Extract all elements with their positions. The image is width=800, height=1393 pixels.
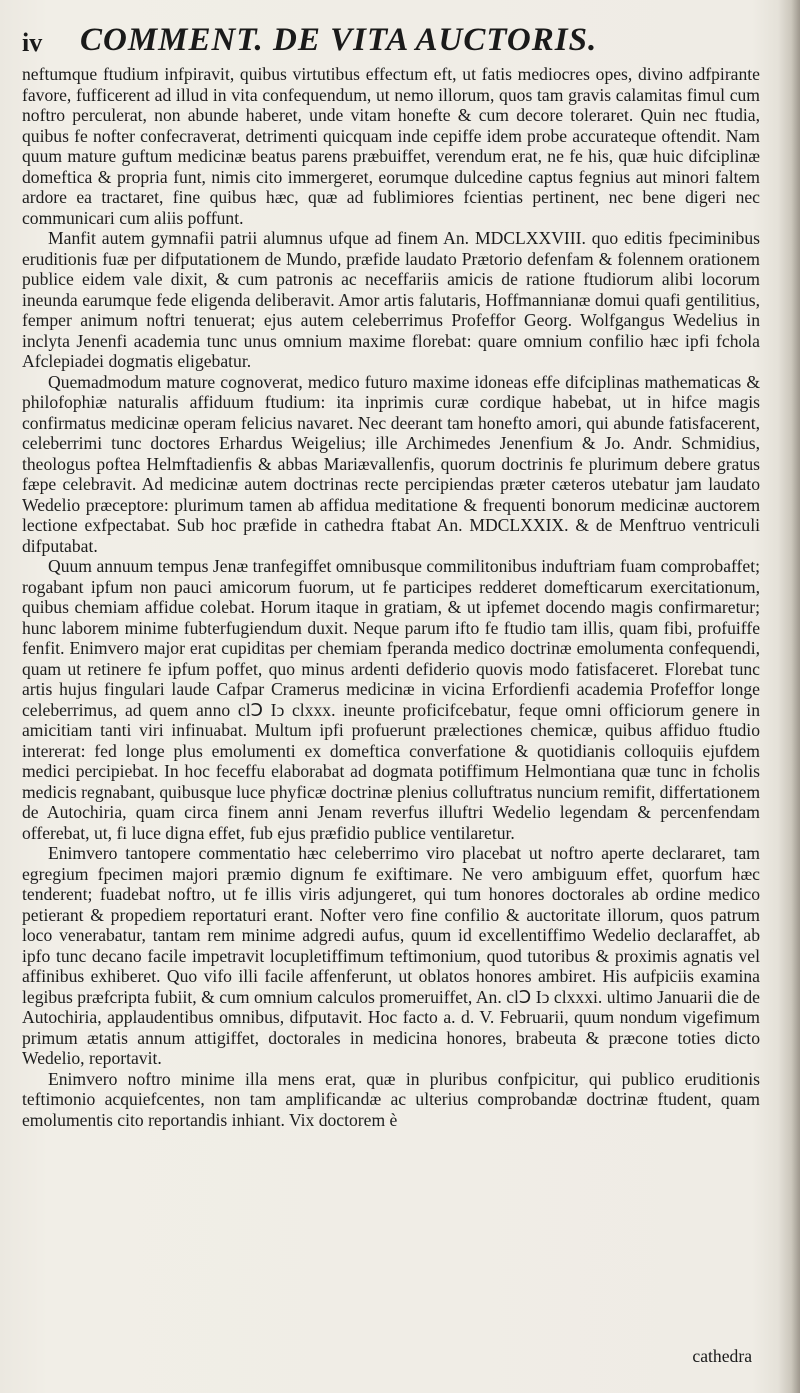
body-text [22, 64, 760, 1130]
page-number: iv [22, 28, 43, 57]
running-title: COMMENT. DE VITA AUCTORIS. [80, 22, 598, 58]
page-edge-shadow [778, 0, 800, 1393]
paragraph: Manfit autem gymnafii patrii alumnus ufque ad finem An. MDCLXXVIII. quo editis fpeciminibus eruditionis fuæ per difputationem de Mundo, præfide laudato Prætorio defenfam & folennem orationem publice eidem vale dixit, & cum patronis ac neceffariis amicis de ratione ftudiorum alibi locorum ineunda earumque fede eligenda deliberavit. Amor artis falutaris, Hoffmannianæ domui quafi gentilitius, femper animum noftri tenuerat; ejus autem celeberrimus Profeffor Georg. Wolfgangus Wedelius in inclyta Jenenfi academia tunc unus omnium maxime florebat: quare omnium confilio hæc ipfi fchola Afclepiadei dogmatis eligebatur. [22, 228, 760, 371]
paragraph: Enimvero noftro minime illa mens erat, quæ in pluribus confpicitur, qui publico eruditionis teftimonio acquiefcentes, non tam amplificandæ ac ulterius comprobandæ doctrinæ ftudent, quam emolumentis cito reportandis inhiant. Vix doctorem è [22, 1068, 760, 1130]
page-header [22, 20, 762, 64]
catchword: cathedra [692, 1346, 752, 1366]
paragraph: Quum annuum tempus Jenæ tranfegiffet omnibusque commilitonibus induftriam fuam comprobaffet; rogabant ipfum non pauci amicorum fuorum, ut fe participes redderet domefticarum exercitationum, quibus chemiam affidue colebat. Horum itaque in gratiam, & ut ipfemet docendo magis confirmaretur; hunc laborem minime fubterfugiendum duxit. Neque parum ifto fe ftudio tam illis, quam fibi, profuiffe fenfit. Enimvero major erat cupiditas per chemiam fperanda medico doctrinæ emolumenta confequendi, quam ut retinere fe ipfum poffet, quo minus ardenti defiderio quovis modo fatisfaceret. Florebat tunc artis hujus fingulari laude Cafpar Cramerus medicinæ in vicina Erfordienfi academia Profeffor longe celeberrimus, ad quem anno clↃ Iↄ clxxx. ineunte proficifcebatur, feque omni officiorum genere in amicitiam tanti viri infinuabat. Multum ipfi profuerunt prælectiones chemicæ, quibus affiduo ftudio intererat: fed longe plus emolumenti ex domeftica converfatione & quotidianis colloquiis ejufdem medici percipiebat. In hoc feceffu elaborabat ad dogmata potiffimum Helmontiana quæ tunc in fcholis medicis regnabant, quibusque luce phyficæ doctrinæ plenius colluftratus nuncium remifit, differtationem de Autochiria, quam circa finem anni Jenam reverfus illuftri Wedelio legendam & percenfendam offerebat, ut, fi luce digna effet, fub ejus præfidio publice ventilaretur. [22, 556, 760, 843]
paragraph: Quemadmodum mature cognoverat, medico futuro maxime idoneas effe difciplinas mathematicas & philofophiæ naturalis affiduum ftudium: ita inprimis curæ cordique habebat, ut in hifce magis confirmatus medicinæ operam felicius navaret. Nec deerant tam honefto amori, qui abunde fatisfacerent, celeberrimi tunc doctores Erhardus Weigelius; ille Archimedes Jenenfium & Jo. Andr. Schmidius, theologus poftea Helmftadienfis & abbas Mariævallenfis, quorum doctrinis fe plurimum debere gratus fæpe celebravit. Ad medicinæ autem doctrinas recte percipiendas præter cæteros utebatur jam laudato Wedelio præceptore: plurimum tamen ab affidua meditatione & frequenti bonorum medicinæ auctorem lectione exfpectabat. Sub hoc præfide in cathedra ftabat An. MDCLXXIX. & de Menftruo ventriculi difputabat. [22, 371, 760, 556]
paragraph: Enimvero tantopere commentatio hæc celeberrimo viro placebat ut noftro aperte declararet, tam egregium fpecimen majori præmio dignum fe exiftimare. Ne vero ambiguum effet, quorfum hæc tenderent; fuadebat noftro, ut fe illis viris adjungeret, qui tum honores doctorales ab ordine medico petierant & propediem reportaturi erant. Nofter vero fine confilio & auctoritate illorum, quos patrum loco venerabatur, tantam rem minime adgredi aufus, quum id excellentiffimo Wedelio declaraffet, ab ipfo tunc decano facile impetravit locupletiffimum teftimonium, quod tutoribus & proximis agnatis vel affinibus exhiberet. Quo vifo illi facile affenferunt, ut oblatos honores ambiret. His aufpiciis examina legibus præfcripta fubiit, & cum omnium calculos promeruiffet, An. clↃ Iↄ clxxxi. ultimo Januarii die de Autochiria, applaudentibus omnibus, difputavit. Hoc facto a. d. V. Februarii, quum nondum vigefimum primum ætatis annum attigiffet, doctorales in medicina honores, brabeuta & præcone toties dicto Wedelio, reportavit. [22, 843, 760, 1068]
paragraph: neftumque ftudium infpiravit, quibus virtutibus effectum eft, ut fatis mediocres opes, divino adfpirante favore, fufficerent ad illud in vita confequendum, ut nemo illorum, quos tam gravis calamitas fimul cum noftro perculerat, non abunde haberet, unde vitam honefte & cum decore toleraret. Quin nec ftudia, quibus fe nofter confecraverat, detrimenti quicquam inde cepiffe idem probe accurateque oftendit. Nam quum mature guftum medicinæ beatus parens præbuiffet, verendum erat, ne fe his, quæ huic difciplinæ domeftica & propria funt, nimis cito immergeret, eorumque dulcedine captus fegnius aut minori faltem ardore ea tractaret, fine quibus hæc, quæ ad fublimiores fcientias pertinent, nec bene digeri nec communicari cum aliis poffunt. [22, 64, 760, 228]
